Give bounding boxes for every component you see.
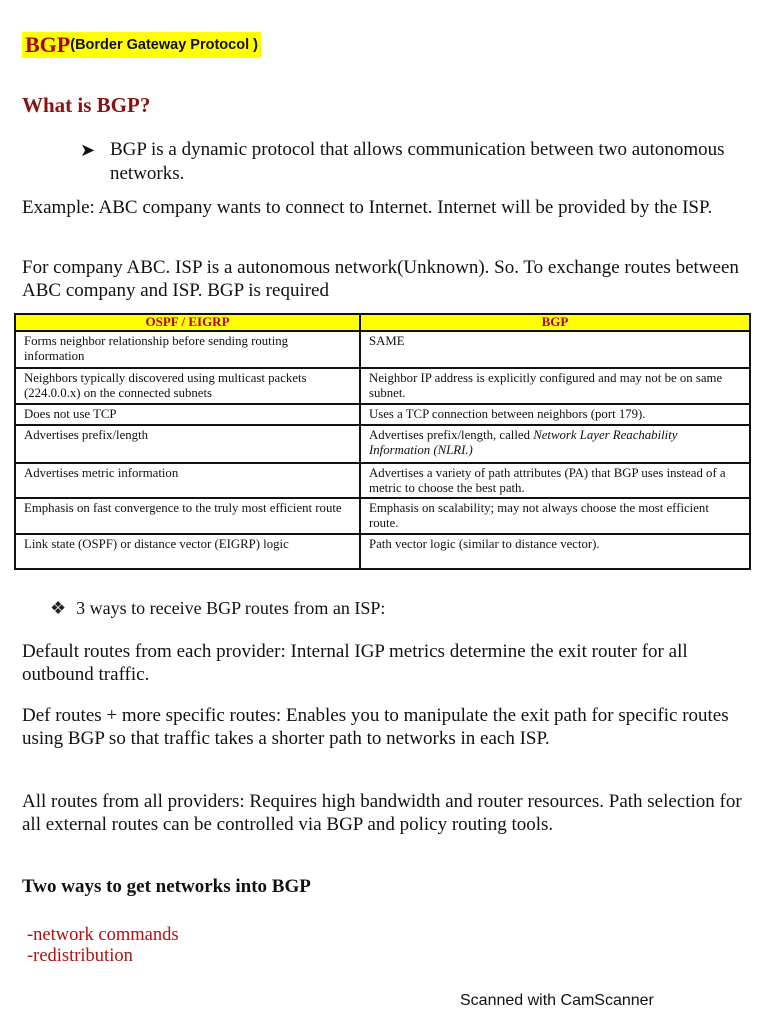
scanner-watermark: Scanned with CamScanner [460, 992, 654, 1009]
title-row [22, 32, 261, 58]
way-all-routes: All routes from all providers: Requires high bandwidth and router resources. Path selection for all external routes can be controlled via BGP and policy routing tools. [22, 791, 742, 835]
way-specific-routes: Def routes + more specific routes: Enables you to manipulate the exit path for specific routes using BGP so that traffic takes a shorter path to networks in each ISP. [22, 705, 729, 749]
company-paragraph: For company ABC. ISP is a autonomous network(Unknown). So. To exchange routes between ABC company and ISP. BGP is required [22, 257, 739, 301]
bullet-text: BGP is a dynamic protocol that allows communication between two autonomous networks. [110, 139, 725, 184]
nlri-text-italic: Network Layer Reachability Information (NLRI.) [369, 428, 678, 457]
table-row [15, 463, 750, 498]
table-cell-bgp: SAME [360, 331, 750, 368]
table-row [15, 425, 750, 463]
table-cell-ospf: Link state (OSPF) or distance vector (EIGRP) logic [15, 534, 360, 569]
title-main: BGP [25, 32, 71, 57]
nlri-text-plain: Advertises prefix/length, called [369, 428, 534, 442]
table-cell-bgp: Path vector logic (similar to distance vector). [360, 534, 750, 569]
table-row [15, 404, 750, 425]
table-header-ospf: OSPF / EIGRP [15, 314, 360, 331]
four-diamond-bullet-icon: ❖ [50, 598, 67, 618]
table-header-row [15, 314, 750, 331]
table-cell-ospf: Forms neighbor relationship before sending routing information [15, 331, 360, 368]
table-cell-bgp: Uses a TCP connection between neighbors (port 179). [360, 404, 750, 425]
table-cell-ospf: Advertises metric information [15, 463, 360, 498]
table-cell-ospf: Neighbors typically discovered using multicast packets (224.0.0.x) on the connected subnets [15, 368, 360, 404]
table-cell-bgp: Neighbor IP address is explicitly configured and may not be on same subnet. [360, 368, 750, 404]
table-cell-ospf: Does not use TCP [15, 404, 360, 425]
table-cell-ospf: Emphasis on fast convergence to the truly most efficient route [15, 498, 360, 534]
table-cell-bgp [360, 425, 750, 463]
table-row [15, 498, 750, 534]
way-default-routes: Default routes from each provider: Internal IGP metrics determine the exit router for all outbound traffic. [22, 641, 688, 685]
table-header-bgp: BGP [360, 314, 750, 331]
example-paragraph: Example: ABC company wants to connect to Internet. Internet will be provided by the ISP. [22, 197, 713, 218]
table-row [15, 331, 750, 368]
title-highlight [22, 32, 261, 58]
table-row [15, 534, 750, 569]
arrow-bullet-icon: ➤ [80, 140, 96, 160]
table-cell-bgp: Advertises a variety of path attributes (PA) that BGP uses instead of a metric to choose the best path. [360, 463, 750, 498]
table-cell-bgp: Emphasis on scalability; may not always choose the most efficient route. [360, 498, 750, 534]
table-row [15, 368, 750, 404]
ways-heading [50, 598, 385, 619]
ways-heading-text: 3 ways to receive BGP routes from an ISP: [76, 598, 386, 618]
title-sub: (Border Gateway Protocol ) [70, 37, 258, 53]
section-heading: What is BGP? [22, 93, 151, 117]
table-cell-ospf: Advertises prefix/length [15, 425, 360, 463]
two-ways-heading: Two ways to get networks into BGP [22, 876, 311, 897]
method-redistribution: -redistribution [27, 946, 133, 966]
method-network-commands: -network commands [27, 925, 179, 945]
comparison-table [14, 313, 751, 570]
